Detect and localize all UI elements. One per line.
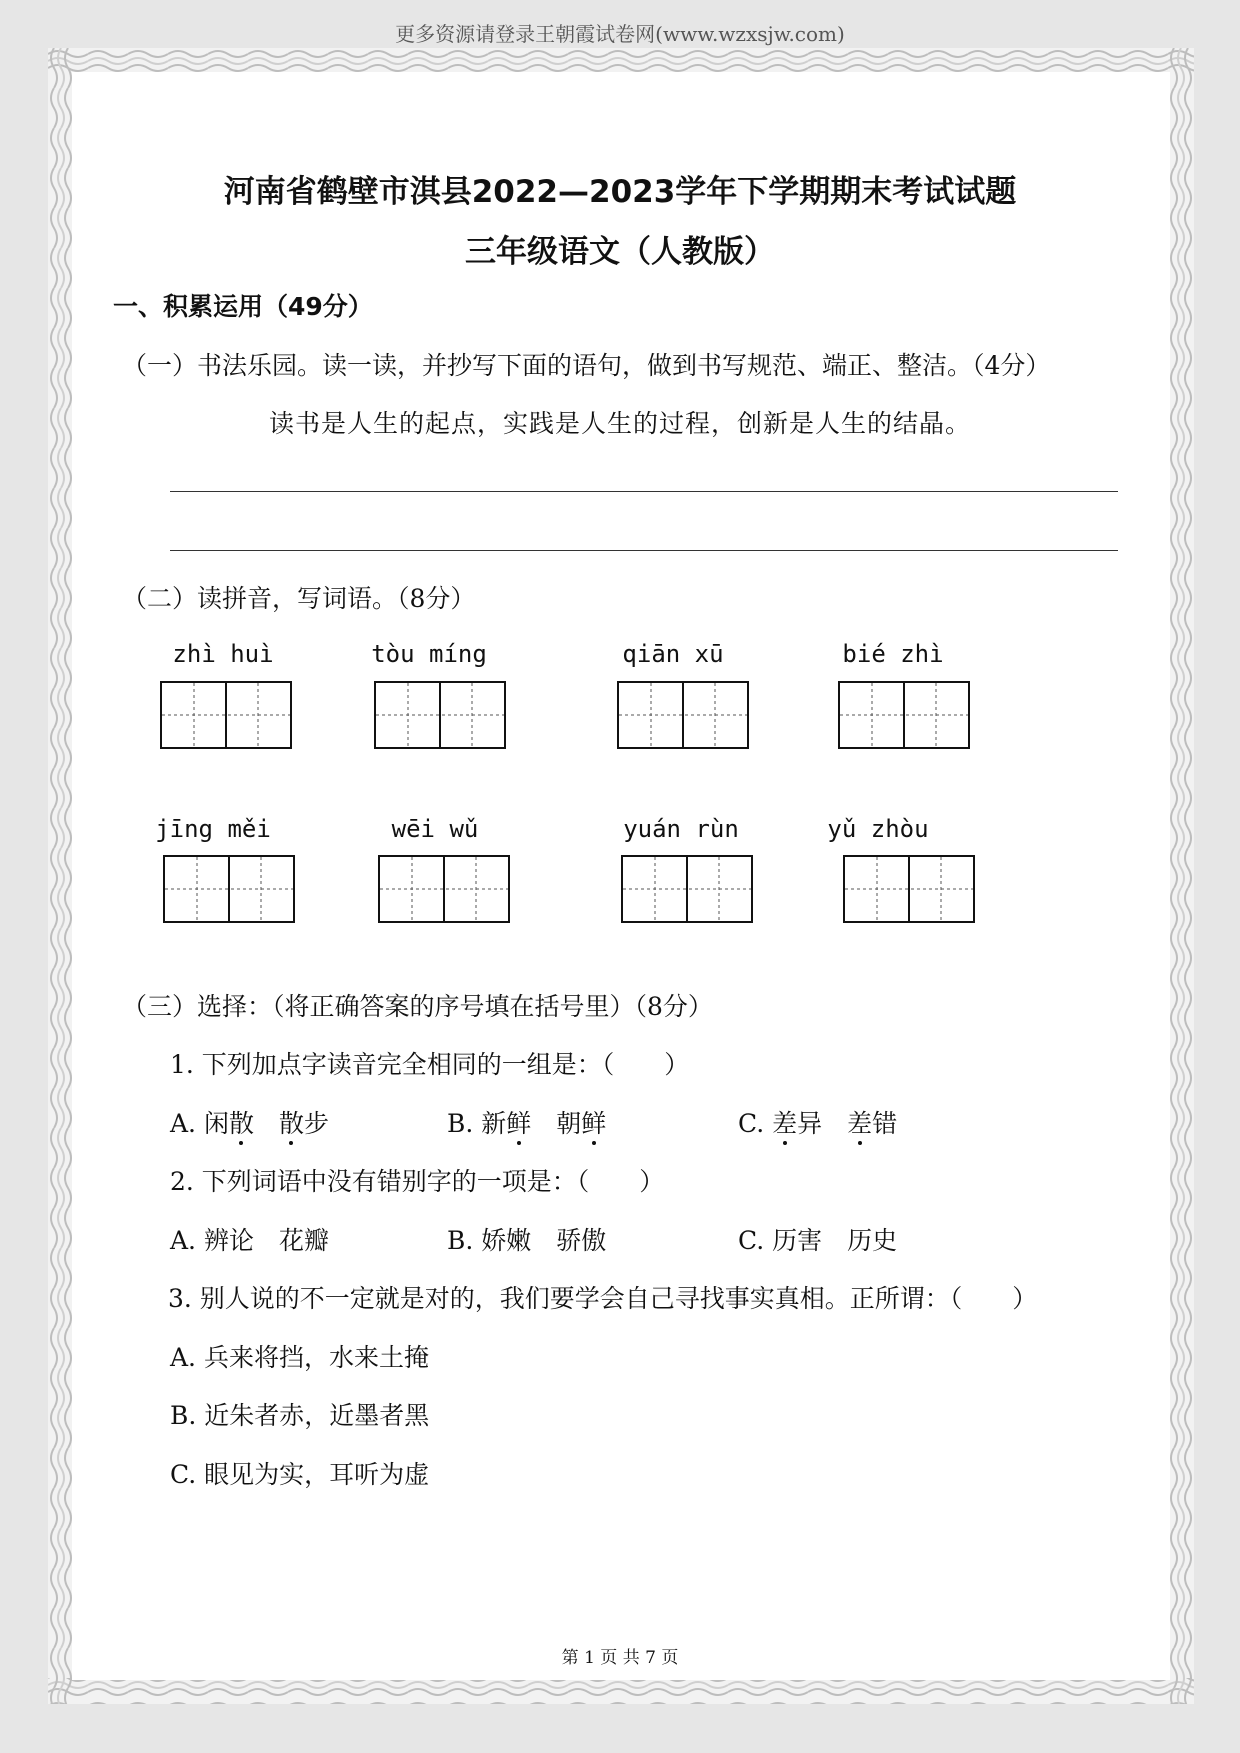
question-1-option-b[interactable] [447, 1104, 606, 1140]
dotted-character: 散 [228, 1109, 254, 1138]
part1-prompt: （一）书法乐园。读一读，并抄写下面的语句，做到书写规范、端正、整洁。（4分） [122, 351, 1051, 380]
exam-title: 河南省鹤壁市淇县2022—2023学年下学期期末考试试题 [223, 174, 1017, 210]
question-2-option-c[interactable]: C. 历害 历史 [738, 1226, 898, 1255]
pinyin-label: zhì huì [172, 640, 274, 668]
question-3-option-b[interactable]: B. 近朱者赤，近墨者黑 [170, 1401, 430, 1430]
dotted-character: 散 [278, 1109, 304, 1138]
pinyin-label: tòu míng [371, 640, 487, 668]
character-writing-grid[interactable] [374, 681, 506, 749]
question-1-stem: 1. 下列加点字读音完全相同的一组是：（ ） [170, 1050, 690, 1079]
pinyin-label: qiān xū [622, 640, 724, 668]
character-writing-grid[interactable] [163, 855, 295, 923]
dotted-character: 鲜 [581, 1109, 607, 1138]
question-1-option-c[interactable] [738, 1104, 897, 1140]
pinyin-label: yǔ zhòu [827, 815, 929, 843]
option-text [254, 1109, 279, 1138]
copy-writing-line[interactable] [170, 491, 1118, 492]
watermark: 更多资源请登录王朝霞试卷网(www.wzxsjw.com) [395, 22, 845, 46]
question-2-option-b[interactable]: B. 娇嫩 骄傲 [447, 1226, 607, 1255]
option-text: 朝 [531, 1109, 582, 1138]
question-3-option-c[interactable]: C. 眼见为实，耳听为虚 [170, 1460, 430, 1489]
pinyin-label: wēi wǔ [391, 815, 479, 843]
pinyin-label: bié zhì [842, 640, 944, 668]
calligraphy-sentence: 读书是人生的起点，实践是人生的过程，创新是人生的结晶。 [268, 409, 971, 438]
pinyin-label: yuán rùn [623, 815, 739, 843]
question-3-stem: 3. 别人说的不一定就是对的，我们要学会自己寻找事实真相。正所谓：（ ） [168, 1284, 1038, 1313]
pinyin-label: jīng měi [155, 815, 271, 843]
option-text: A. 闲 [170, 1109, 229, 1138]
question-3-option-a[interactable]: A. 兵来将挡，水来土掩 [170, 1343, 429, 1372]
dotted-character: 鲜 [506, 1109, 532, 1138]
copy-writing-line[interactable] [170, 550, 1118, 551]
dotted-character: 差 [847, 1109, 873, 1138]
character-writing-grid[interactable] [617, 681, 749, 749]
character-writing-grid[interactable] [843, 855, 975, 923]
character-writing-grid[interactable] [838, 681, 970, 749]
part2-prompt: （二）读拼音，写词语。（8分） [122, 584, 476, 613]
question-2-stem: 2. 下列词语中没有错别字的一项是：（ ） [170, 1167, 665, 1196]
option-text: C. [738, 1109, 773, 1138]
option-text: B. 新 [447, 1109, 507, 1138]
exam-subtitle: 三年级语文（人教版） [465, 234, 775, 270]
character-writing-grid[interactable] [378, 855, 510, 923]
page-number: 第 1 页 共 7 页 [561, 1648, 679, 1668]
section-heading: 一、积累运用（49分） [113, 292, 373, 321]
option-text: 步 [304, 1109, 330, 1138]
character-writing-grid[interactable] [621, 855, 753, 923]
character-writing-grid[interactable] [160, 681, 292, 749]
option-text: 错 [872, 1109, 898, 1138]
dotted-character: 差 [772, 1109, 798, 1138]
part3-prompt: （三）选择：（将正确答案的序号填在括号里）（8分） [122, 992, 713, 1021]
question-1-option-a[interactable] [170, 1104, 329, 1140]
option-text: 异 [797, 1109, 848, 1138]
question-2-option-a[interactable]: A. 辨论 花瓣 [170, 1226, 329, 1255]
